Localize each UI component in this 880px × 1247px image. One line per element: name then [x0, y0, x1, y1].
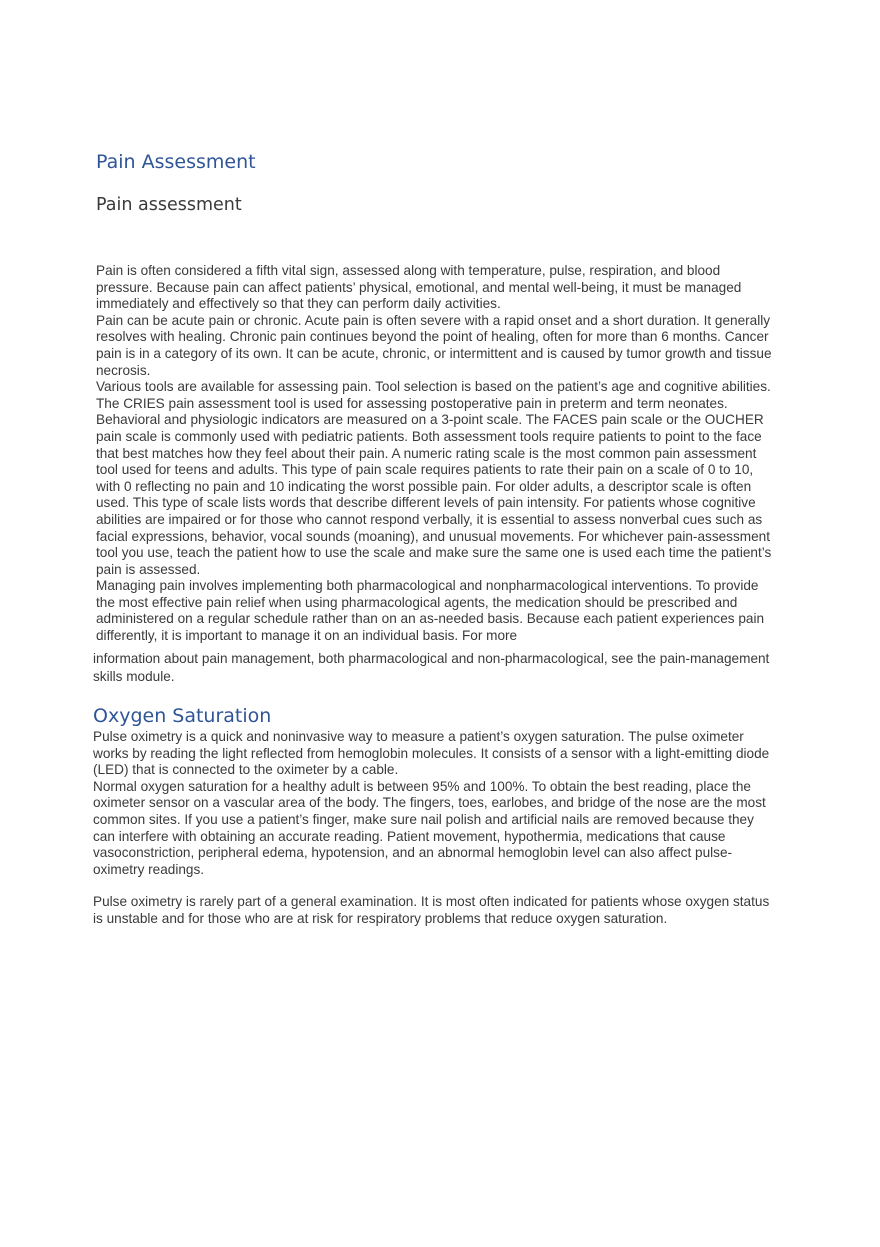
paragraph-acute-chronic: Pain can be acute pain or chronic. Acute pain is often severe with a rapid onset and a short duration. It generally resolves with healing. Chronic pain continues beyond the point of healing, often for more than 6 months. Cancer pain is in a category of its own. It can be acute, chronic, or intermittent and is caused by tumor growth and tissue necrosis.: [96, 312, 772, 378]
oxygen-saturation-heading: Oxygen Saturation: [93, 705, 272, 727]
pain-assessment-subheading: Pain assessment: [96, 195, 242, 215]
paragraph-assessment-tools: Various tools are available for assessing pain. Tool selection is based on the patient’s age and cognitive abilities. The CRIES pain assessment tool is used for assessing postoperative pain in preterm and term neonates. Behavioral and physiologic indicators are measured on a 3-point scale. The FACES pain scale or the OUCHER pain scale is commonly used with pediatric patients. Both assessment tools require patients to point to the face that best matches how they feel about their pain. A numeric rating scale is the most common pain assessment tool used for teens and adults. This type of pain scale requires patients to rate their pain on a scale of 0 to 10, with 0 reflecting no pain and 10 indicating the worst possible pain. For older adults, a descriptor scale is often used. This type of scale lists words that describe different levels of pain intensity. For patients whose cognitive abilities are impaired or for those who cannot respond verbally, it is essential to assess nonverbal cues such as facial expressions, behavior, vocal sounds (moaning), and unusual movements. For whichever pain-assessment tool you use, teach the patient how to use the scale and make sure the same one is used each time the patient’s pain is assessed.: [96, 379, 772, 577]
paragraph-pain-management-continuation: information about pain management, both pharmacological and non-pharmacological, see the pain-management skills module.: [93, 651, 770, 684]
pain-assessment-heading: Pain Assessment: [96, 151, 256, 173]
oxygen-saturation-closing: [93, 894, 777, 927]
pain-management-continuation: [93, 650, 777, 686]
paragraph-managing-pain: Managing pain involves implementing both pharmacological and nonpharmacological interventions. To provide the most effective pain relief when using pharmacological agents, the medication should be prescribed and administered on a regular schedule rather than on an as-needed basis. Because each patient experiences pain differently, it is important to manage it on an individual basis. For more: [96, 578, 765, 644]
oxygen-saturation-body: [93, 729, 777, 878]
paragraph-pulse-oximetry: Pulse oximetry is a quick and noninvasive way to measure a patient’s oxygen saturation. The pulse oximeter works by reading the light reflected from hemoglobin molecules. It consists of a sensor with a light-emitting diode (LED) that is connected to the oximeter by a cable.: [93, 729, 770, 778]
paragraph-pulse-oximetry-indications: Pulse oximetry is rarely part of a general examination. It is most often indicated for patients whose oxygen status is unstable and for those who are at risk for respiratory problems that reduce oxygen saturation.: [93, 894, 770, 926]
pain-assessment-body: [96, 263, 776, 645]
paragraph-pain-vital-sign: Pain is often considered a fifth vital sign, assessed along with temperature, pulse, respiration, and blood pressure. Because pain can affect patients’ physical, emotional, and mental well-being, it must be managed immediately and effectively so that they can perform daily activities.: [96, 263, 742, 312]
paragraph-normal-saturation: Normal oxygen saturation for a healthy adult is between 95% and 100%. To obtain the best reading, place the oximeter sensor on a vascular area of the body. The fingers, toes, earlobes, and bridge of the nose are the most common sites. If you use a patient’s finger, make sure nail polish and artificial nails are removed because they can interfere with obtaining an accurate reading. Patient movement, hypothermia, medications that cause vasoconstriction, peripheral edema, hypotension, and an abnormal hemoglobin level can also affect pulse-oximetry readings.: [93, 778, 766, 877]
